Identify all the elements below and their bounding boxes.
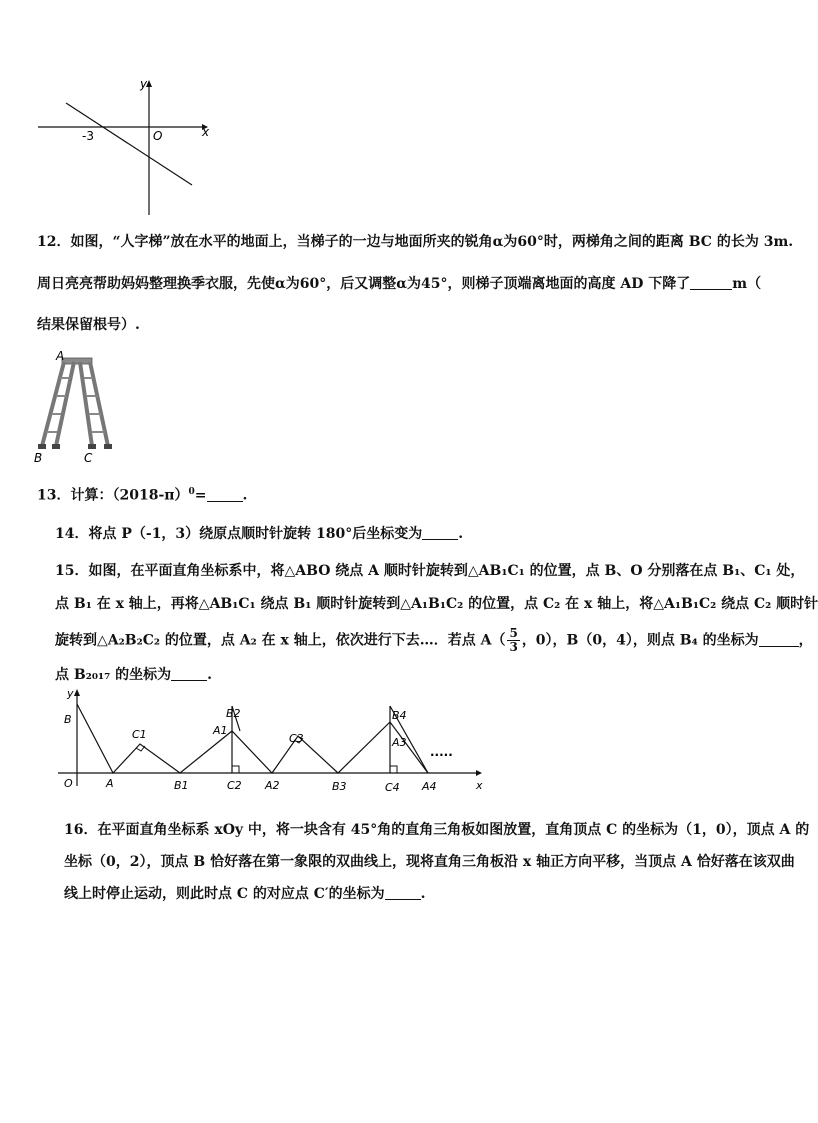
continuation-dots: ..... <box>430 745 453 759</box>
triangle-chain <box>77 704 428 773</box>
q16-answer-blank[interactable] <box>385 885 421 900</box>
ladder-figure <box>30 348 130 466</box>
q16-line3-text: 线上时停止运动，则此时点 C 的对应点 C′的坐标为 <box>64 886 385 902</box>
label-b: B <box>34 451 43 465</box>
label-c: C <box>84 451 93 465</box>
x-label: x <box>476 779 483 792</box>
q14-answer-blank[interactable] <box>422 525 458 540</box>
q15-line4-end: . <box>207 667 212 683</box>
q16-line3-end: . <box>420 886 426 902</box>
c2-label: C2 <box>227 779 242 792</box>
b1-label: B1 <box>174 779 189 792</box>
q12-line1: 12．如图，“人字梯”放在水平的地面上，当梯子的一边与地面所夹的锐角α为60°时，两梯角之间的距离 BC 的长为 3m. <box>37 234 794 250</box>
b-label: B <box>64 713 72 726</box>
q15-line2: 点 B₁ 在 x 轴上，再将△AB₁C₁ 绕点 B₁ 顺时针旋转到△A₁B₁C₂ 的位置，点 C₂ 在 x 轴上，将△A₁B₁C₂ 绕点 C₂ 顺时针 <box>55 596 818 612</box>
fraction-denominator: 3 <box>509 640 518 654</box>
o-label: O <box>64 777 73 790</box>
q15-line3 <box>55 627 813 654</box>
x-label: x <box>202 125 210 139</box>
q12-line3: 结果保留根号）. <box>37 317 140 333</box>
q13-answer-blank[interactable] <box>207 487 243 502</box>
a-label: A <box>106 777 114 790</box>
q15-line3-a: 旋转到△A₂B₂C₂ 的位置，点 A₂ 在 x 轴上，依次进行下去…．若点 A（ <box>55 632 506 649</box>
q16-line3 <box>64 884 425 904</box>
y-label: y <box>140 77 148 91</box>
b2-label: B2 <box>226 707 241 720</box>
q16-line1: 16．在平面直角坐标系 xOy 中，将一块含有 45°角的直角三角板如图放置，直角顶点 C 的坐标为（1，0），顶点 A 的 <box>64 822 810 838</box>
c4-label: C4 <box>385 781 400 794</box>
q12-line2-text: 周日亮亮帮助妈妈整理换季衣服，先使α为60°，后又调整α为45°，则梯子顶端离地面的高度 AD 下降了 <box>37 276 691 292</box>
q13 <box>37 482 247 506</box>
q15-line4 <box>55 665 212 685</box>
q14-text: 14．将点 P（-1，3）绕原点顺时针旋转 180°后坐标变为 <box>55 526 423 542</box>
q15-line1: 15．如图，在平面直角坐标系中，将△ABO 绕点 A 顺时针旋转到△AB₁C₁ 的位置，点 B、O 分别落在点 B₁、C₁ 处， <box>55 563 805 579</box>
origin-label: O <box>153 129 163 143</box>
q15-line3-b: ，0），B（0，4），则点 B₄ 的坐标为 <box>521 632 759 649</box>
q15-rotation-figure <box>50 686 500 796</box>
q15-fraction <box>507 627 519 654</box>
q13-text: 13．计算：（2018-π） <box>37 487 189 504</box>
intercept-label: -3 <box>82 129 94 143</box>
q12-answer-blank[interactable] <box>690 275 732 290</box>
label-a: A <box>56 349 65 363</box>
y-axis-arrow <box>74 689 80 696</box>
a1-label: A1 <box>213 724 228 737</box>
fraction-numerator: 5 <box>509 626 518 640</box>
x-axis-arrow <box>476 770 482 776</box>
q14-end: . <box>458 526 464 542</box>
q13-end: . <box>242 487 248 504</box>
q16-line2: 坐标（0，2），顶点 B 恰好落在第一象限的双曲线上，现将直角三角板沿 x 轴正方向平移，当顶点 A 恰好落在该双曲 <box>64 854 795 870</box>
y-label: y <box>67 687 74 700</box>
graph-linear-function <box>30 70 230 220</box>
q12-line2-end: m（ <box>732 276 762 292</box>
q15-b2017-answer-blank[interactable] <box>171 666 207 681</box>
b3-label: B3 <box>332 780 347 793</box>
c1-label: C1 <box>132 728 147 741</box>
q15-line4-text: 点 B₂₀₁₇ 的坐标为 <box>55 667 172 683</box>
q14 <box>55 524 463 544</box>
a3-label: A3 <box>392 736 407 749</box>
ladder-top <box>62 358 92 364</box>
c3-label: C3 <box>289 732 304 745</box>
q15-line3-c: ， <box>798 632 813 649</box>
b4-label: B4 <box>392 709 407 722</box>
q15-b4-answer-blank[interactable] <box>759 632 799 647</box>
a2-label: A2 <box>265 779 280 792</box>
function-line <box>66 103 192 185</box>
q13-equals: = <box>194 487 207 504</box>
q13-exponent: 0 <box>188 487 195 497</box>
a4-label: A4 <box>422 780 437 793</box>
q12-line2 <box>37 274 761 294</box>
